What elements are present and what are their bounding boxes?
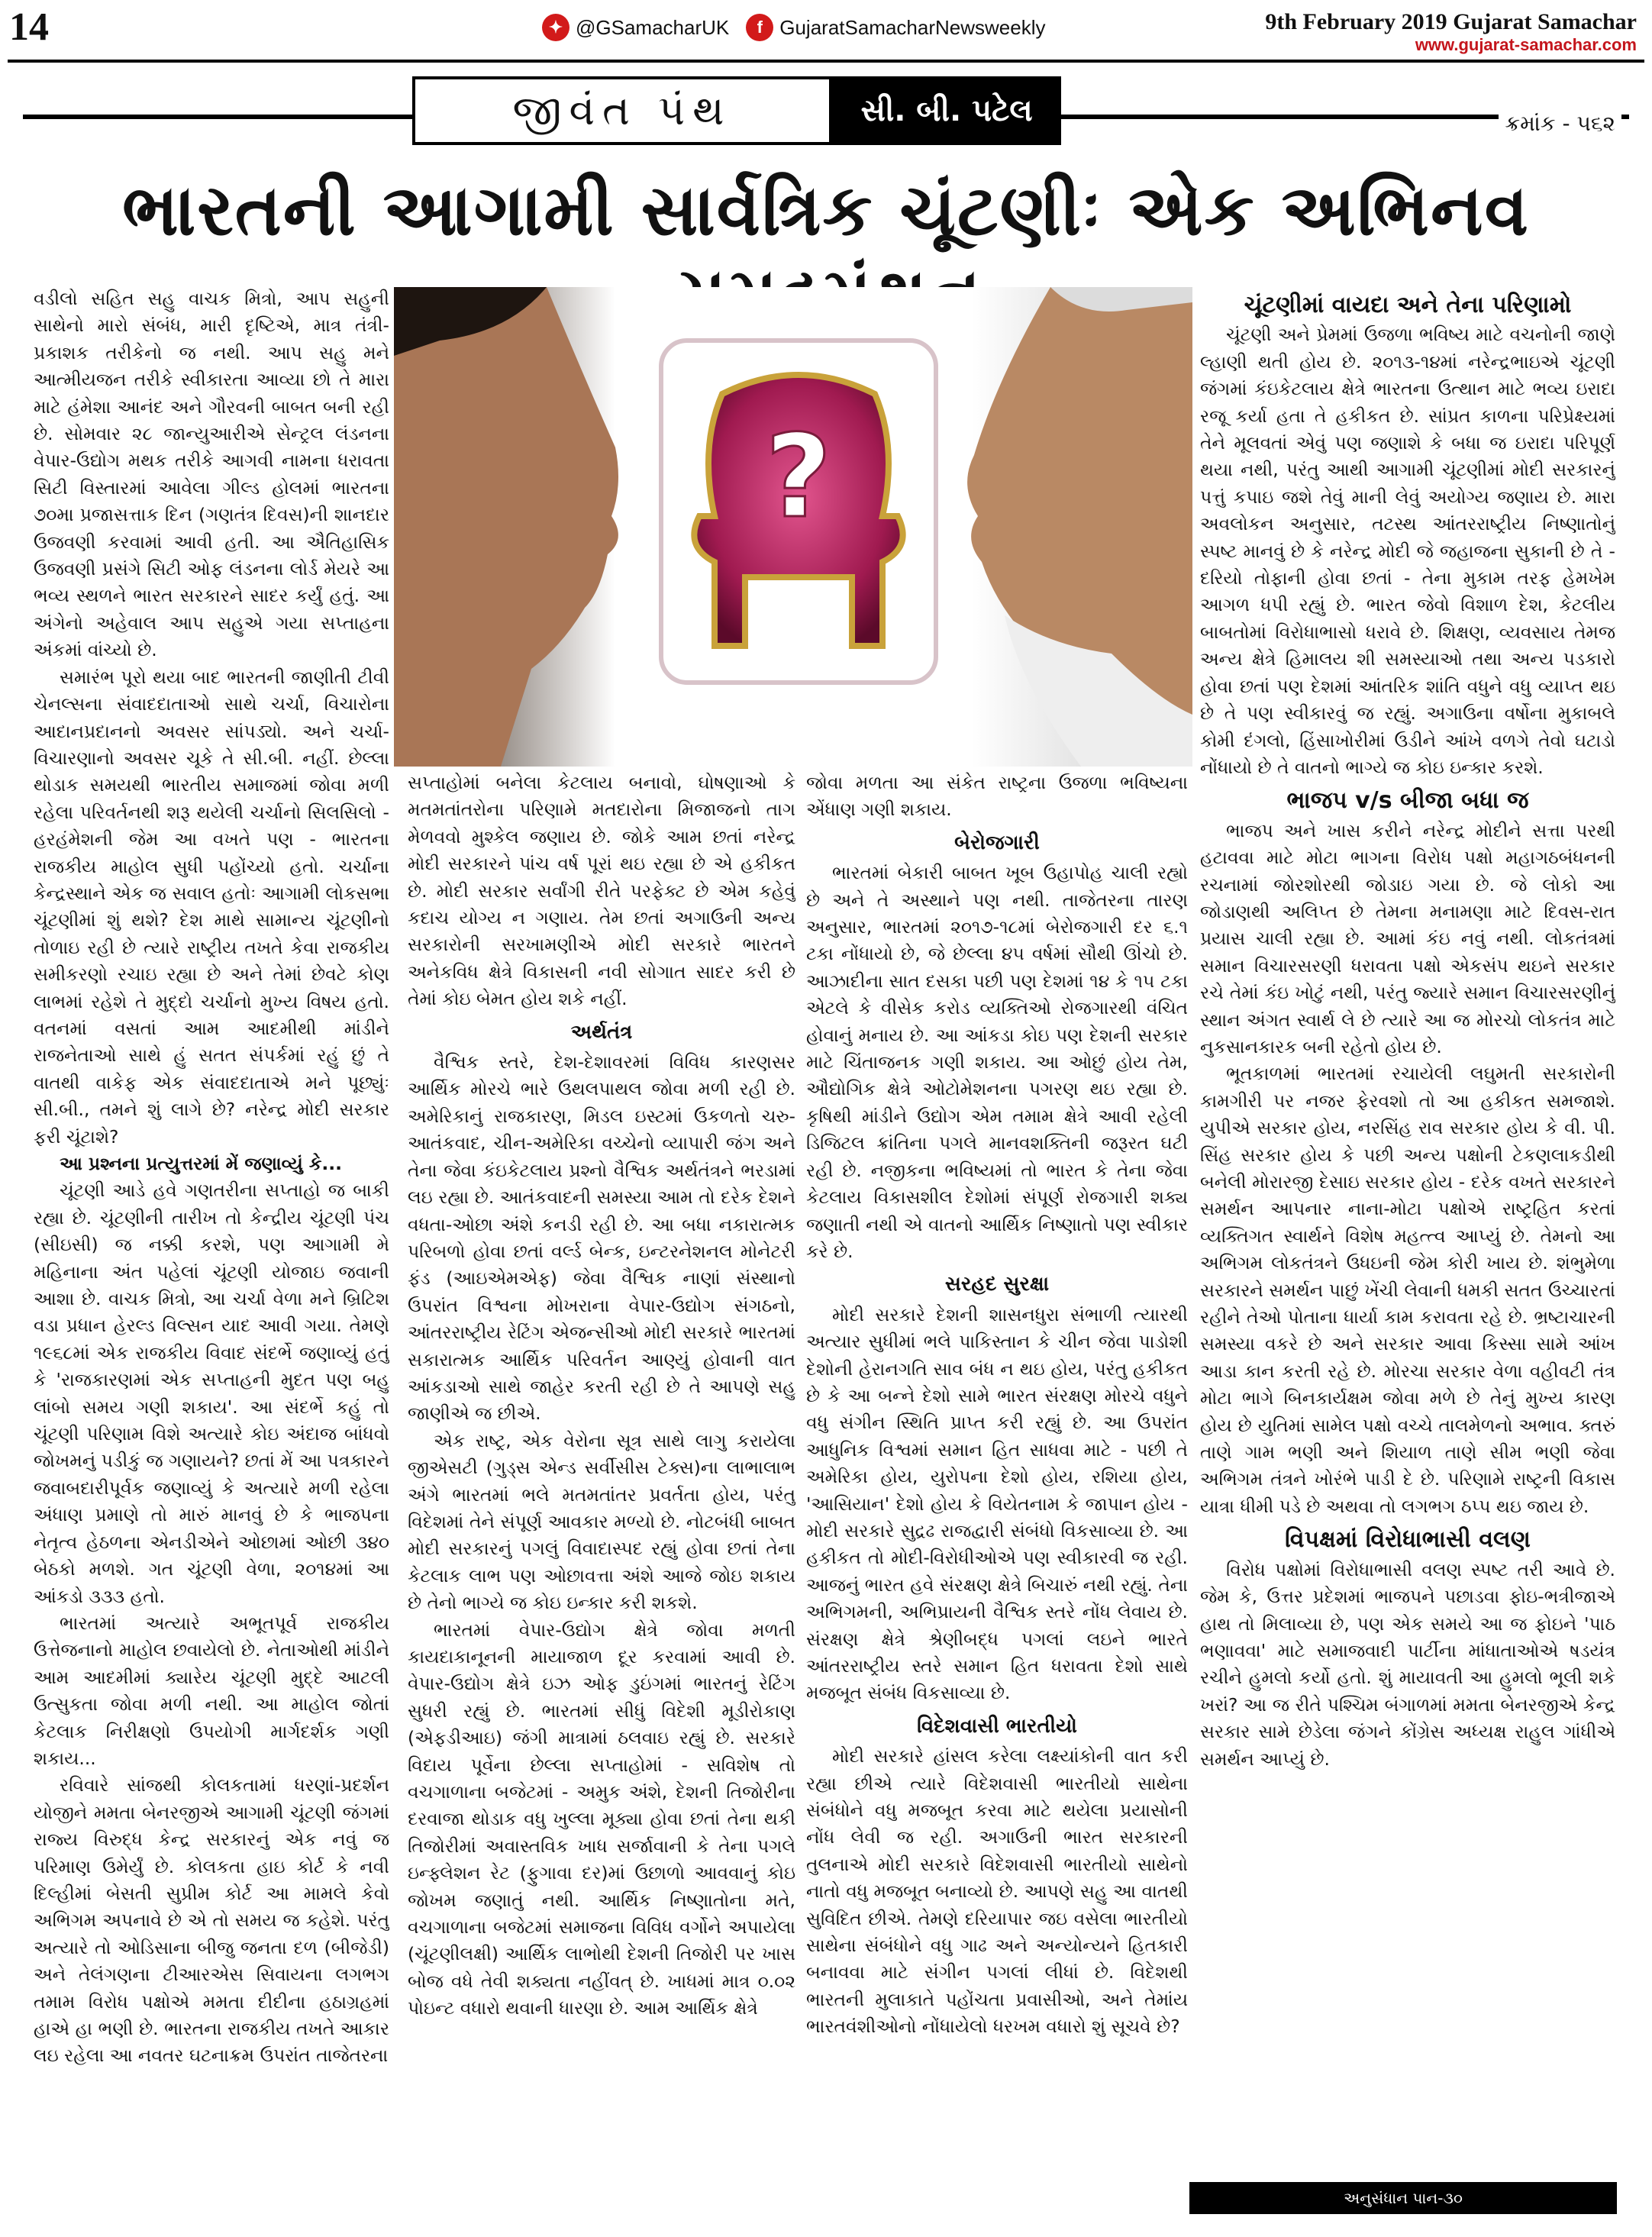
paragraph: ભૂતકાળમાં ભારતમાં રચાયેલી લઘુમતી સરકારોની કામગીરી પર નજર ફેરવશો તો આ હકીકત સમજાશે. યુપીએ સરકાર હોય, નરસિંહ રાવ સરકાર હોય કે વી. પી. સિંહ સરકાર હોય કે પછી અન્ય પક્ષોની ટેકણલાકડીથી બનેલી મોરારજી દેસાઇ સરકાર હોય - દરેક વખતે સરકારને સમર્થન આપનાર નાના-મોટા પક્ષોએ રાષ્ટ્રહિત કરતાં વ્યક્તિગત સ્વાર્થને વિશેષ મહત્ત્વ આપ્યું છે. તેમનો આ અભિગમ લોકતંત્રને ઉધઇની જેમ કોરી ખાય છે. શંભુમેળા સરકારને સમર્થન પાછું ખેંચી લેવાની ધમકી સતત ઉચ્ચારતાં રહીને તેઓ પોતાના ધાર્યા કામ કરાવતા રહે છે. ભ્રષ્ટાચારની સમસ્યા વકરે છે અને સરકાર આવા કિસ્સા સામે આંખ આડા કાન કરતી રહે છે. મોરચા સરકાર વેળા વહીવટી તંત્ર મોટા ભાગે બિનકાર્યક્ષમ જોવા મળે છે તેનું મુખ્ય કારણ હોય છે યુતિમાં સામેલ પક્ષો વચ્ચે તાલમેળનો અભાવ. ક્તરું તાણે ગામ ભણી અને શિયાળ તાણે સીમ ભણી જેવા અભિગમ તંત્રને ખોરંભે પાડી દે છે. પરિણામે રાષ્ટ્રની વિકાસ યાત્રા ધીમી પડે છે અથવા તો લગભગ ઠપ્પ થઇ જાય છે.	[1200, 1063, 1615, 1517]
article-photo	[394, 287, 1192, 767]
paragraph: ચૂંટણી આડે હવે ગણતરીના સપ્તાહો જ બાકી રહ્યા છે. ચૂંટણીની તારીખ તો કેન્દ્રીય ચૂંટણી પંચ (સીઇસી) જ નક્કી કરશે, પણ આગામી મે મહિનાના અંત પહેલાં ચૂંટણી યોજાઇ જવાની આશા છે. વાચક મિત્રો, આ ચર્ચા વેળા મને બ્રિટિશ વડા પ્રધાન હેરલ્ડ વિલ્સન યાદ આવી ગયા. તેમણે ૧૯૬૮માં એક રાજકીય વિવાદ સંદર્ભે જણાવ્યું હતું કે 'રાજકારણમાં એક સપ્તાહની મુદત પણ બહુ લાંબો સમય ગણી શકાય'. આ સંદર્ભે કહું તો ચૂંટણી પરિણામ વિશે અત્યારે કોઇ અંદાજ બાંધવો જોખમનું પડીકું જ ગણાયને? છતાં મેં આ પત્રકારને જવાબદારીપૂર્વક જણાવ્યું કે અત્યારે મળી રહેલા અંધાણ પ્રમાણે તો મારું માનવું છે કે ભાજપના નેતૃત્વ હેઠળના એનડીએને ઓછામાં ઓછી ૩૪૦ બેઠકો મળશે. ગત ચૂંટણી વેળા, ૨૦૧૪માં આ આંકડો ૩૩૩ હતો.	[34, 1180, 389, 1607]
header-rule	[8, 60, 1644, 63]
twitter-icon: ✦	[542, 14, 569, 41]
facebook-page[interactable]	[746, 14, 1045, 41]
issue-date: 9th February 2019 Gujarat Samachar	[1265, 9, 1637, 34]
paragraph: વડીલો સહિત સહુ વાચક મિત્રો, આપ સહુની સાથેનો મારો સંબંધ, મારી દૃષ્ટિએ, માત્ર તંત્રી-પ્રકાશક તરીકેનો જ નથી. આપ સહુ મને આત્મીયજન તરીકે સ્વીકારતા આવ્યા છો તે મારા માટે હંમેશા આનંદ અને ગૌરવની બાબત બની રહી છે. સોમવાર ૨૮ જાન્યુઆરીએ સેન્ટ્રલ લંડનના વેપાર-ઉદ્યોગ મથક તરીકે આગવી નામના ધરાવતા સિટી વિસ્તારમાં આવેલા ગીલ્ડ હોલમાં ભારતના ૭૦મા પ્રજાસત્તાક દિન (ગણતંત્ર દિવસ)ની શાનદાર ઉજવણી કરવામાં આવી હતી. આ ઐતિહાસિક ઉજવણી પ્રસંગે સિટી ઓફ લંડનના લોર્ડ મેયરે આ ભવ્ય સ્થળને ભારત સરકારને સાદર કર્યું હતું. આ અંગેનો અહેવાલ આપ સહુએ ગયા સપ્તાહના અંકમાં વાંચ્યો છે.	[34, 288, 389, 661]
paper-name: Gujarat Samachar	[1453, 9, 1637, 34]
article-column-2	[408, 770, 795, 2179]
subheading-unemployment: બેરોજગારી	[954, 831, 1040, 854]
paragraph: મોદી સરકારે હાંસલ કરેલા લક્ષ્યાંકોની વાત કરી રહ્યા છીએ ત્યારે વિદેશવાસી ભારતીયો સાથેના સંબંધોને વધુ મજબૂત કરવા માટે થયેલા પ્રયાસોની નોંધ લેવી જ રહી. અગાઉની ભારત સરકારની તુલનાએ મોદી સરકારે વિદેશવાસી ભારતીયો સાથેનો નાતો વધુ મજબૂત બનાવ્યો છે. આપણે સહુ આ વાતથી સુવિદિત છીએ. તેમણે દરિયાપાર જઇ વસેલા ભારતીયો સાથેના સંબંધોને વધુ ગાઢ અને અન્યોન્યને હિતકારી બનાવવા માટે સંગીન પગલાં લીધાં છે. વિદેશથી ભારતની મુલાકાતે પહોંચતા પ્રવાસીઓ, અને તેમાંય ભારતવંશીઓનો નોંધાયેલો ધરખમ વધારો શું સૂચવે છે?	[806, 1745, 1188, 2038]
site-url[interactable]: www.gujarat-samachar.com	[1415, 35, 1637, 54]
facebook-label: GujaratSamacharNewsweekly	[779, 15, 1046, 39]
paragraph: સપ્તાહોમાં બનેલા કેટલાય બનાવો, ઘોષણાઓ કે મતમતાંતરોના પરિણામે મતદારોના મિજાજનો તાગ મેળવવો મુશ્કેલ જણાય છે. જોકે આમ છતાં નરેન્દ્ર મોદી સરકારને પાંચ વર્ષ પૂરાં થઇ રહ્યા છે એ હકીકત છે. મોદી સરકાર સર્વાંગી રીતે પરફેક્ટ છે એમ કહેવું કદાચ યોગ્ય ન ગણાય. તેમ છતાં અગાઉની અન્ય સરકારોની સરખામણીએ મોદી સરકારે ભારતને અનેકવિધ ક્ષેત્રે વિકાસની નવી સોગાત સાદર કરી છે તેમાં કોઇ બેમત હોય શકે નહીં.	[408, 772, 795, 1010]
article-column-3	[806, 770, 1188, 2179]
paragraph: મોદી સરકારે દેશની શાસનધુરા સંભાળી ત્યારથી અત્યાર સુધીમાં ભલે પાકિસ્તાન કે ચીન જેવા પાડોશી દેશોની હેરાનગતિ સાવ બંધ ન થઇ હોય, પરંતુ હકીકત છે કે આ બન્ને દેશો સામે ભારત સંરક્ષણ મોરચે વધુને વધુ સંગીન સ્થિતિ પ્રાપ્ત કરી રહ્યું છે. આ ઉપરાંત આધુનિક વિશ્વમાં સમાન હિત સાધવા માટે - પછી તે અમેરિકા હોય, યુરોપના દેશો હોય, રશિયા હોય, 'આસિયાન' દેશો હોય કે વિયેતનામ કે જાપાન હોય - મોદી સરકારે સુદ્રઢ રાજદ્વારી સંબંધો વિકસાવ્યા છે. આ હકીકત તો મોદી-વિરોધીઓએ પણ સ્વીકારવી જ રહી. આજનું ભારત હવે સંરક્ષણ ક્ષેત્રે બિચારું નથી રહ્યું. તેના અભિગમની, અભિપ્રાયની વૈશ્વિક સ્તરે નોંધ લેવાય છે. સંરક્ષણ ક્ષેત્રે શ્રેણીબદ્ધ પગલાં લઇને ભારતે આંતરરાષ્ટ્રીય સ્તરે સમાન હિત ધરાવતા દેશો સાથે મજબૂત સંબંધ વિકસાવ્યા છે.	[806, 1303, 1188, 1704]
paragraph: વૈશ્વિક સ્તરે, દેશ-દેશાવરમાં વિવિધ કારણસર આર્થિક મોરચે ભારે ઉથલપાથલ જોવા મળી રહી છે. અમેરિકાનું રાજકારણ, મિડલ ઇસ્ટમાં ઉકળતો ચરુ-આતંકવાદ, ચીન-અમેરિકા વચ્ચેનો વ્યાપારી જંગ અને તેના જેવા કંઇકેટલાય પ્રશ્નો વૈશ્વિક અર્થતંત્રને ભરડામાં લઇ રહ્યા છે. આતંકવાદની સમસ્યા આમ તો દરેક દેશને વધતા-ઓછા અંશે કનડી રહી છે. આ બધા નકારાત્મક પરિબળો હોવા છતાં વર્લ્ડ બેન્ક, ઇન્ટરનેશનલ મોનેટરી ફંડ (આઇએમએફ) જેવા વૈશ્વિક નાણાં સંસ્થાનો ઉપરાંત વિશ્વના મોખરાના વેપાર-ઉદ્યોગ સંગઠનો, આંતરરાષ્ટ્રીય રેટિંગ એજન્સીઓ મોદી સરકારે ભારતમાં સકારાત્મક આર્થિક પરિવર્તન આણ્યું હોવાની વાત આંકડાઓ સાથે જાહેર કરતી રહી છે તે આપણે સહુ જાણીએ જ છીએ.	[408, 1051, 795, 1425]
paragraph: ભારતમાં બેકારી બાબત ખૂબ ઉહાપોહ ચાલી રહ્યો છે અને તે અસ્થાને પણ નથી. તાજેતરના તારણ અનુસાર, ભારતમાં ૨૦૧૭-૧૮માં બેરોજગારી દર ૬.૧ ટકા નોંધાયો છે, જે છેલ્લા ૪૫ વર્ષમાં સૌથી ઊંચો છે. આઝાદીના સાત દસકા પછી પણ દેશમાં ૧૪ કે ૧૫ ટકા એટલે કે વીસેક કરોડ વ્યક્તિઓ રોજગારથી વંચિત હોવાનું મનાય છે. આ આંકડા કોઇ પણ દેશની સરકાર માટે ચિંતાજનક ગણી શકાય. આ ઓછું હોય તેમ, ઔદ્યોગિક ક્ષેત્રે ઓટોમેશનના પગરણ થઇ રહ્યા છે. કૃષિથી માંડીને ઉદ્યોગ એમ તમામ ક્ષેત્રે આવી રહેલી ડિજિટલ ક્રાંતિના પગલે માનવશક્તિની જરૂરત ઘટી રહી છે. નજીકના ભવિષ્યમાં તો ભારત કે તેના જેવા કેટલાય વિકાસશીલ દેશોમાં સંપૂર્ણ રોજગારી શક્ય જણાતી નથી એ વાતનો આર્થિક નિષ્ણાતો પણ સ્વીકાર કરે છે.	[806, 862, 1188, 1262]
paragraph: ચૂંટણી અને પ્રેમમાં ઉજળા ભવિષ્ય માટે વચનોની જાણે લ્હાણી થતી હોય છે. ૨૦૧૩-૧૪માં નરેન્દ્રભાઇએ ચૂંટણી જંગમાં કંઇકેટલાય ક્ષેત્રે ભારતના ઉત્થાન માટે ભવ્ય ઇરાદા રજૂ કર્યા હતા તે હકીકત છે. સાંપ્રત કાળના પરિપ્રેક્ષ્યમાં તેને મૂલવતાં એવું પણ જણાશે કે બધા જ ઇરાદા પરિપૂર્ણ થયા નથી, પરંતુ આથી આગામી ચૂંટણીમાં મોદી સરકારનું પત્તું કપાઇ જશે તેવું માની લેવું અયોગ્ય જણાય છે. મારા અવલોકન અનુસાર, તટસ્થ આંતરરાષ્ટ્રીય નિષ્ણાતોનું સ્પષ્ટ માનવું છે કે નરેન્દ્ર મોદી જે જહાજના સુકાની છે તે - દરિયો તોફાની હોવા છતાં - તેના મુકામ તરફ હેમખેમ આગળ ધપી રહ્યું છે. ભારત જેવો વિશાળ દેશ, કેટલીય બાબતોમાં વિરોધાભાસો ધરાવે છે. શિક્ષણ, વ્યવસાય તેમજ અન્ય ક્ષેત્રે હિમાલય શી સમસ્યાઓ તથા અન્ય પડકારો હોવા છતાં પણ દેશમાં આંતરિક શાંતિ વધુને વધુ વ્યાપ્ત થઇ છે તે પણ સ્વીકારવું જ રહ્યું. અગાઉના વર્ષોના મુકાબલે કોમી દંગલો, હિંસાખોરીમાં ઉડીને આંખે વળગે તેવો ઘટાડો નોંધાયો છે તે વાતનો ભાગ્યે જ કોઇ ઇન્કાર કરશે.	[1200, 324, 1615, 778]
column-serial: ક્રમાંક - ૫૬૨	[1499, 111, 1621, 137]
paragraph: રવિવારે સાંજથી કોલકતામાં ધરણાં-પ્રદર્શન યોજીને મમતા બેનરજીએ આગામી ચૂંટણી જંગમાં રાજ્ય વિરુદ્ધ કેન્દ્ર સરકારનું એક નવું જ પરિમાણ ઉમેર્યું છે. કોલકતા હાઇ કોર્ટ કે નવી દિલ્હીમાં બેસતી સુપ્રીમ કોર્ટ આ મામલે કેવો અભિગમ અપનાવે છે એ તો સમય જ કહેશે. પરંતુ અત્યારે તો ઓડિસાના બીજુ જનતા દળ (બીજેડી) અને તેલંગણના ટીઆરએસ સિવાયના લગભગ તમામ વિરોધ પક્ષોએ મમતા દીદીના હઠાગ્રહમાં હાએ હા ભણી છે. ભારતના રાજકીય તખતે આકાર લઇ રહેલા આ નવતર ઘટનાક્રમ ઉપરાંત તાજેતરના	[34, 1774, 389, 2067]
column-author: સી. બી. પટેલ	[832, 76, 1061, 145]
paragraph: આ પ્રશ્નના પ્રત્યુત્તરમાં મેં જણાવ્યું કે...	[60, 1153, 343, 1174]
social-links	[542, 14, 1045, 41]
twitter-label: @GSamacharUK	[576, 15, 730, 39]
article-column-1	[34, 286, 389, 2179]
continued-on-page[interactable]: અનુસંધાન પાન-૩૦	[1189, 2182, 1617, 2214]
paragraph: ભાજપ અને ખાસ કરીને નરેન્દ્ર મોદીને સત્તા પરથી હટાવવા માટે મોટા ભાગના વિરોધ પક્ષો મહાગઠબંધનની રચનામાં જોરશોરથી જોડાઇ ગયા છે. જે લોકો આ જોડાણથી અલિપ્ત છે તેમના મનામણા માટે દિવસ-રાત પ્રયાસ ચાલી રહ્યા છે. આમાં કંઇ નવું નથી. લોકતંત્રમાં સમાન વિચારસરણી ધરાવતા પક્ષો એકસંપ થઇને સરકાર રચે તેમાં કંઇ ખોટું નથી, પરંતુ જ્યારે સમાન વિચારસરણીનું સ્થાન અંગત સ્વાર્થ લે છે ત્યારે આ જ મોરચો લોકતંત્ર માટે નુકસાનકારક બની રહેતો હોય છે.	[1200, 819, 1615, 1057]
subheading-economy: અર્થતંત્ર	[570, 1020, 633, 1044]
masthead	[1265, 9, 1637, 55]
facebook-icon: f	[746, 14, 773, 41]
paragraph: જોવા મળતા આ સંકેત રાષ્ટ્રના ઉજળા ભવિષ્યના એંધાણ ગણી શકાય.	[806, 772, 1188, 821]
subheading-bjp-vs-all: ભાજપ v/s બીજા બધા જ	[1286, 787, 1529, 815]
paragraph: ભારતમાં વેપાર-ઉદ્યોગ ક્ષેત્રે જોવા મળતી કાયદાકાનૂનની માયાજાળ દૂર કરવામાં આવી છે. વેપાર-ઉદ્યોગ ક્ષેત્રે ઇઝ ઓફ ડુઇંગમાં ભારતનું રેટિંગ સુધરી રહ્યું છે. ભારતમાં સીધું વિદેશી મૂડીરોકાણ (એફડીઆઇ) જંગી માત્રામાં ઠલવાઇ રહ્યું છે. સરકારે વિદાય પૂર્વેના છેલ્લા સપ્તાહોમાં - સવિશેષ તો વચગાળાના બજેટમાં - અમુક અંશે, દેશની તિજોરીના દરવાજા થોડાક વધુ ખુલ્લા મૂક્યા હોવા છતાં તેના થકી તિજોરીમાં અવાસ્તવિક ખાધ સર્જાવાની કે તેના પગલે ઇન્ફ્લેશન રેટ (ફુગાવા દર)માં ઉછાળો આવવાનું કોઇ જોખમ જણાતું નથી. આર્થિક નિષ્ણાતોના મતે, વચગાળાના બજેટમાં સમાજના વિવિધ વર્ગોને અપાયેલા (ચૂંટણીલક્ષી) આર્થિક લાભોથી દેશની તિજોરી પર ખાસ બોજ વધે તેવી શક્યતા નહીંવત્ છે. ખાધમાં માત્ર ૦.૦૨ પોઇન્ટ વધારો થવાની ધારણા છે. આમ આર્થિક ક્ષેત્રે	[408, 1619, 795, 2019]
article-column-4	[1200, 286, 1615, 2133]
twitter-handle[interactable]	[542, 14, 729, 41]
subheading-election-promises: ચૂંટણીમાં વાયદા અને તેના પરિણામો	[1244, 292, 1572, 318]
paragraph: વિરોધ પક્ષોમાં વિરોધાભાસી વલણ સ્પષ્ટ તરી આવે છે. જેમ કે, ઉત્તર પ્રદેશમાં ભાજપને પછાડવા ફોઇ-ભત્રીજાએ હાથ તો મિલાવ્યા છે, પણ એક સમયે આ જ ફોઇને 'પાઠ ભણાવવા' માટે સમાજવાદી પાર્ટીના માંધાતાઓએ ષડયંત્ર રચીને હુમલો કર્યો હતો. શું માયાવતી આ હુમલો ભૂલી શકે ખરાં? આ જ રીતે પશ્ચિમ બંગાળમાં મમતા બેનરજીએ કેન્દ્ર સરકાર સામે છેડેલા જંગને કોંગ્રેસ અધ્યક્ષ રાહુલ ગાંધીએ સમર્થન આપ્યું છે.	[1200, 1558, 1615, 1770]
page-number: 14	[9, 5, 49, 49]
column-title: જીવંત પંથ	[412, 76, 832, 145]
paragraph: એક રાષ્ટ્ર, એક વેરોના સૂત્ર સાથે લાગુ કરાયેલા જીએસટી (ગુડ્સ એન્ડ સર્વીસીસ ટેક્સ)ના લાભાલાભ અંગે ભારતમાં ભલે મતમતાંતર પ્રવર્તતા હોય, પરંતુ વિદેશમાં તેને સંપૂર્ણ આવકાર મળ્યો છે. નોટબંધી બાબત મોદી સરકારનું પગલું વિવાદાસ્પદ રહ્યું હોવા છતાં તેના કેટલાક લાભ પણ ઓછાવત્તા અંશે આજે જોઇ શકાય છે તેનો ભાગ્યે જ કોઇ ઇન્કાર કરી શકશે.	[408, 1429, 795, 1614]
subheading-overseas-indians: વિદેશવાસી ભારતીયો	[917, 1714, 1077, 1738]
article-headline: ભારતની આગામી સાર્વત્રિક ચૂંટણીઃ એક અભિનવ	[122, 169, 1530, 251]
question-mark: ?	[765, 411, 832, 544]
subheading-opposition: વિપક્ષમાં વિરોધાભાસી વલણ	[1285, 1526, 1531, 1554]
paragraph: સમારંભ પૂરો થયા બાદ ભારતની જાણીતી ટીવી ચેનલ્સના સંવાદદાતાઓ સાથે ચર્ચા, વિચારોના આદાનપ્રદાનનો અવસર સાંપડ્યો. અને ચર્ચા-વિચારણાનો અવસર ચૂકે તે સી.બી. નહીં. છેલ્લા થોડાક સમયથી ભારતીય સમાજમાં જોવા મળી રહેલા પરિવર્તનથી શરૂ થયેલી ચર્ચાનો સિલસિલો - હરહંમેશની જેમ આ વખતે પણ - ભારતના રાજકીય માહોલ સુધી પહોંચ્યો હતો. ચર્ચાના કેન્દ્રસ્થાને એક જ સવાલ હતોઃ આગામી લોકસભા ચૂંટણીમાં શું થશે? દેશ માથે સામાન્ય ચૂંટણીનો તોળાઇ રહી છે ત્યારે રાષ્ટ્રીય તખતે કેવા રાજકીય સમીકરણો રચાઇ રહ્યા છે અને તેમાં છેવટે કોણ લાભમાં રહેશે તે મુદ્દો ચર્ચાનો મુખ્ય વિષય હતો. વતનમાં વસતાં આમ આદમીથી માંડીને રાજનેતાઓ સાથે હું સતત સંપર્કમાં રહું છું તે વાતથી વાકેફ એક સંવાદદાતાએ મને પૂછ્યુંઃ સી.બી., તમને શું લાગે છે? નરેન્દ્ર મોદી સરકાર ફરી ચૂંટાશે?	[34, 666, 389, 1148]
paragraph: ભારતમાં અત્યારે અભૂતપૂર્વ રાજકીય ઉત્તેજનાનો માહોલ છવાયેલો છે. નેતાઓથી માંડીને આમ આદમીમાં ક્યારેય ચૂંટણી મુદ્દે આટલી ઉત્સુકતા જોવા મળી નથી. આ માહોલ જોતાં કેટલાક નિરીક્ષણો ઉપયોગી માર્ગદર્શક ગણી શકાય...	[34, 1612, 389, 1769]
subheading-border-security: સરહદ સુરક્ષા	[944, 1273, 1050, 1296]
